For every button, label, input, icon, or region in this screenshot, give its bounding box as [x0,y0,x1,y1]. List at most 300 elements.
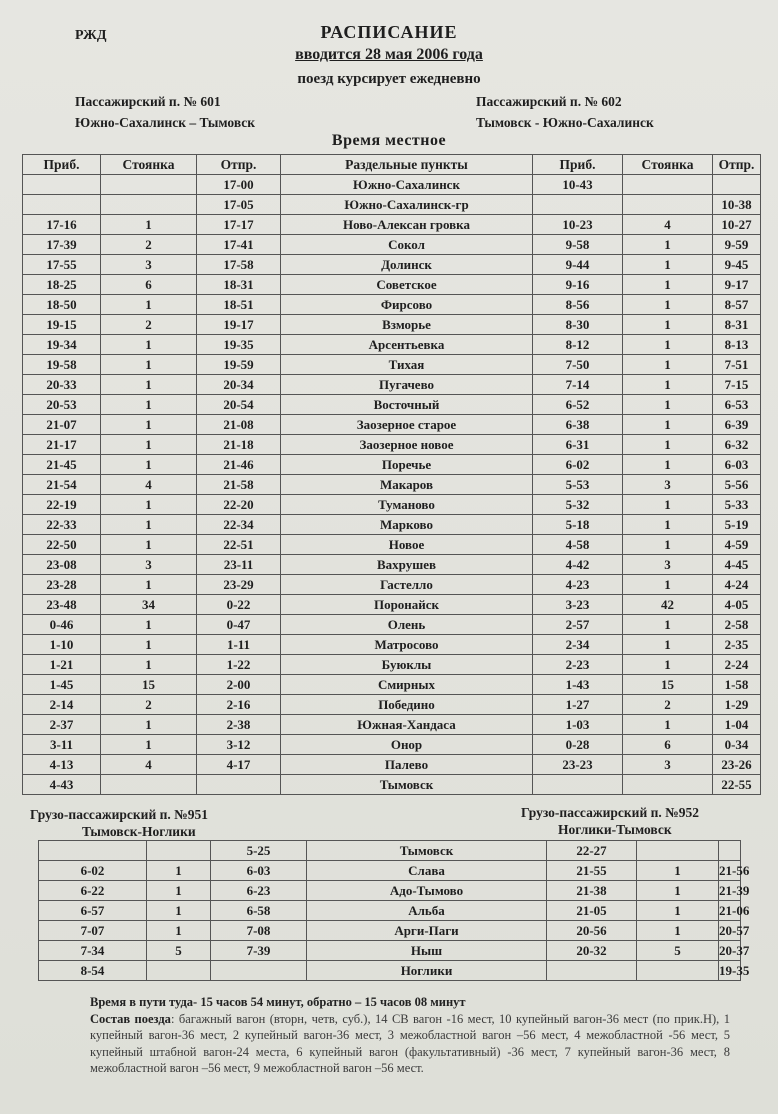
composition-label: Состав поезда [90,1011,171,1026]
time-cell [623,775,713,795]
time-cell: 4-05 [713,595,761,615]
time-cell [23,175,101,195]
time-cell: 1 [101,215,197,235]
time-cell: 6-03 [211,861,307,881]
table-row [23,295,761,315]
table-row [23,215,761,235]
time-cell: 18-50 [23,295,101,315]
time-cell [147,961,211,981]
time-cell: 1 [101,355,197,375]
time-cell: 23-48 [23,595,101,615]
time-cell: 17-58 [197,255,281,275]
time-cell: 5-25 [211,841,307,861]
table-row [23,755,761,775]
time-cell: 23-23 [533,755,623,775]
table-row [23,375,761,395]
time-cell: 9-59 [713,235,761,255]
time-cell: 21-18 [197,435,281,455]
time-cell [23,195,101,215]
station-cell: Адо-Тымово [307,881,547,901]
time-cell: 18-51 [197,295,281,315]
time-cell: 9-16 [533,275,623,295]
station-cell: Фирсово [281,295,533,315]
station-cell: Долинск [281,255,533,275]
time-cell: 1 [623,335,713,355]
table-row [23,575,761,595]
time-cell: 1 [623,615,713,635]
time-cell: 4-58 [533,535,623,555]
time-cell: 20-53 [23,395,101,415]
time-cell: 10-23 [533,215,623,235]
table-row [23,555,761,575]
time-cell: 17-05 [197,195,281,215]
time-cell: 10-38 [713,195,761,215]
time-cell: 1 [101,735,197,755]
time-cell: 0-47 [197,615,281,635]
table-row [23,255,761,275]
time-cell: 34 [101,595,197,615]
table-row [23,635,761,655]
time-cell: 6-52 [533,395,623,415]
time-cell: 7-39 [211,941,307,961]
time-cell [719,841,741,861]
time-cell: 1 [623,715,713,735]
time-cell: 2-00 [197,675,281,695]
time-note: Время местное [331,132,447,149]
column-header: Отпр. [713,155,761,175]
time-cell: 1 [101,455,197,475]
time-cell: 6-32 [713,435,761,455]
time-cell [713,175,761,195]
time-cell: 1 [147,901,211,921]
time-cell: 2-38 [197,715,281,735]
freight-table-row [39,961,741,981]
time-cell: 6-02 [533,455,623,475]
time-cell: 21-54 [23,475,101,495]
time-cell [101,195,197,215]
time-cell: 7-50 [533,355,623,375]
time-cell: 4-13 [23,755,101,775]
freight-table-row [39,861,741,881]
time-cell: 1 [623,515,713,535]
time-cell: 5-33 [713,495,761,515]
time-cell: 9-44 [533,255,623,275]
time-cell: 22-33 [23,515,101,535]
freight-table-row [39,881,741,901]
station-cell: Поронайск [281,595,533,615]
station-cell: Южно-Сахалинск-гр [281,195,533,215]
time-cell: 23-29 [197,575,281,595]
time-cell: 7-08 [211,921,307,941]
effective-date: вводится 28 мая 2006 года [295,46,483,63]
station-cell: Альба [307,901,547,921]
station-cell: Сокол [281,235,533,255]
station-cell: Заозерное новое [281,435,533,455]
time-cell: 3 [623,555,713,575]
station-cell: Пугачево [281,375,533,395]
table-row [23,275,761,295]
station-cell: Заозерное старое [281,415,533,435]
time-cell: 20-54 [197,395,281,415]
station-cell: Восточный [281,395,533,415]
time-cell: 8-57 [713,295,761,315]
time-cell: 1 [101,435,197,455]
time-cell: 1 [101,495,197,515]
time-cell: 10-27 [713,215,761,235]
time-cell: 21-45 [23,455,101,475]
station-cell: Южно-Сахалинск [281,175,533,195]
travel-time: Время в пути туда- 15 часов 54 минут, обратно – 15 часов 08 минут [90,995,466,1009]
time-cell: 1 [623,415,713,435]
time-cell: 20-33 [23,375,101,395]
time-cell: 20-57 [719,921,741,941]
station-cell: Ново-Алексан гровка [281,215,533,235]
time-cell [197,775,281,795]
time-cell: 22-27 [547,841,637,861]
time-cell: 9-58 [533,235,623,255]
time-cell: 23-28 [23,575,101,595]
table-row [23,735,761,755]
station-cell: Тихая [281,355,533,375]
time-cell: 2-34 [533,635,623,655]
station-cell: Ноглики [307,961,547,981]
freight-left-train: Грузо-пассажирский п. №951 [30,807,208,822]
time-cell: 17-16 [23,215,101,235]
time-cell: 3 [101,555,197,575]
station-cell: Палево [281,755,533,775]
table-row [23,435,761,455]
page-title: РАСПИСАНИЕ [320,22,458,42]
time-cell: 19-59 [197,355,281,375]
time-cell: 8-56 [533,295,623,315]
time-cell: 1 [623,355,713,375]
time-cell: 1 [623,535,713,555]
time-cell: 0-46 [23,615,101,635]
time-cell: 2-58 [713,615,761,635]
time-cell: 17-55 [23,255,101,275]
time-cell: 19-35 [719,961,741,981]
time-cell: 1 [101,655,197,675]
left-train-route: Южно-Сахалинск – Тымовск [75,115,256,130]
time-cell: 17-41 [197,235,281,255]
table-row [23,235,761,255]
time-cell: 0-28 [533,735,623,755]
time-cell: 17-17 [197,215,281,235]
time-cell: 22-19 [23,495,101,515]
time-cell: 22-50 [23,535,101,555]
time-cell: 9-17 [713,275,761,295]
time-cell [211,961,307,981]
time-cell: 23-11 [197,555,281,575]
time-cell: 9-45 [713,255,761,275]
station-cell: Макаров [281,475,533,495]
time-cell: 0-34 [713,735,761,755]
station-cell: Матросово [281,635,533,655]
freight-table-row [39,901,741,921]
time-cell: 3-23 [533,595,623,615]
time-cell: 17-00 [197,175,281,195]
time-cell: 7-34 [39,941,147,961]
time-cell: 1 [623,435,713,455]
passenger-timetable [22,154,761,795]
time-cell: 3-12 [197,735,281,755]
time-cell: 4-59 [713,535,761,555]
freight-timetable [38,840,750,981]
time-cell: 2-57 [533,615,623,635]
time-cell: 1-03 [533,715,623,735]
time-cell: 1 [623,375,713,395]
time-cell: 6-03 [713,455,761,475]
time-cell: 23-26 [713,755,761,775]
table-row [23,355,761,375]
time-cell: 4 [101,475,197,495]
time-cell [637,841,719,861]
time-cell: 4-43 [23,775,101,795]
time-cell: 1 [623,655,713,675]
time-cell: 2-16 [197,695,281,715]
station-cell: Арсентьевка [281,335,533,355]
time-cell: 4-23 [533,575,623,595]
time-cell: 7-14 [533,375,623,395]
column-header: Раздельные пункты [281,155,533,175]
time-cell: 8-13 [713,335,761,355]
time-cell: 21-56 [719,861,741,881]
table-row [23,655,761,675]
station-cell: Арги-Паги [307,921,547,941]
station-cell: Тымовск [307,841,547,861]
time-cell: 1 [623,575,713,595]
footer-notes [90,994,730,1077]
station-cell: Олень [281,615,533,635]
table-row [23,455,761,475]
table-row [23,515,761,535]
time-cell: 8-30 [533,315,623,335]
time-cell: 21-46 [197,455,281,475]
table-row [23,695,761,715]
time-cell: 21-06 [719,901,741,921]
column-header: Приб. [23,155,101,175]
station-cell: Туманово [281,495,533,515]
station-cell: Новое [281,535,533,555]
station-cell: Гастелло [281,575,533,595]
time-cell: 6-23 [211,881,307,901]
composition-text: : багажный вагон (вторн, четв, суб.), 14 СВ вагон -16 мест, 10 купейный вагон-36 мест (по прик.Н), 1 купейный вагон-36 мест, 2 купейный вагон-36 мест, 3 межобластной вагон –56 мест, 4 межобластной -56 мест, 5 купейный штабной вагон-24 места, 6 купейный вагон (факультативный) -36 мест, 7 купейный вагон-36 мест, 8 межобластной вагон –56 мест, 9 межобластной вагон –56 мест. [90,1011,730,1075]
freight-table-row [39,921,741,941]
time-cell: 17-39 [23,235,101,255]
time-cell: 10-43 [533,175,623,195]
time-cell [101,175,197,195]
time-cell: 21-08 [197,415,281,435]
time-cell: 6-58 [211,901,307,921]
column-header: Приб. [533,155,623,175]
time-cell: 1 [637,901,719,921]
time-cell: 2-14 [23,695,101,715]
station-cell: Советское [281,275,533,295]
time-cell: 1-43 [533,675,623,695]
time-cell: 7-51 [713,355,761,375]
time-cell: 1 [637,881,719,901]
time-cell: 1-45 [23,675,101,695]
time-cell [147,841,211,861]
time-cell: 19-58 [23,355,101,375]
table-row [23,535,761,555]
column-header: Стоянка [623,155,713,175]
time-cell: 1 [101,615,197,635]
time-cell: 21-07 [23,415,101,435]
train-composition [90,1011,730,1077]
time-cell: 4-24 [713,575,761,595]
time-cell: 4 [101,755,197,775]
time-cell: 2 [101,235,197,255]
time-cell: 6-39 [713,415,761,435]
time-cell: 2-35 [713,635,761,655]
table-row [23,675,761,695]
time-cell: 3 [623,755,713,775]
time-cell: 6 [623,735,713,755]
freight-left-route: Тымовск-Ноглики [82,824,196,839]
table-row [23,715,761,735]
time-cell: 1 [623,295,713,315]
time-cell [623,175,713,195]
time-cell: 20-56 [547,921,637,941]
time-cell: 1 [623,455,713,475]
time-cell: 3 [623,475,713,495]
time-cell [637,961,719,981]
time-cell: 1-21 [23,655,101,675]
time-cell [533,195,623,215]
time-cell: 3 [101,255,197,275]
table-row [23,195,761,215]
time-cell: 2 [101,315,197,335]
time-cell: 21-05 [547,901,637,921]
table-row [23,775,761,795]
time-cell: 19-35 [197,335,281,355]
time-cell: 6-57 [39,901,147,921]
org-name: РЖД [75,28,107,43]
time-cell: 1 [147,861,211,881]
time-cell: 22-20 [197,495,281,515]
station-cell: Победино [281,695,533,715]
time-cell: 8-54 [39,961,147,981]
time-cell: 21-38 [547,881,637,901]
time-cell: 1 [623,315,713,335]
time-cell: 1-10 [23,635,101,655]
time-cell: 1 [623,395,713,415]
time-cell: 18-31 [197,275,281,295]
time-cell [101,775,197,795]
time-cell: 1 [637,861,719,881]
time-cell [547,961,637,981]
time-cell: 15 [101,675,197,695]
time-cell: 7-07 [39,921,147,941]
time-cell: 18-25 [23,275,101,295]
time-cell: 42 [623,595,713,615]
time-cell: 1 [101,575,197,595]
station-cell: Взморье [281,315,533,335]
column-header: Стоянка [101,155,197,175]
station-cell: Южная-Хандаса [281,715,533,735]
time-cell: 1 [637,921,719,941]
table-row [23,595,761,615]
time-cell: 1-22 [197,655,281,675]
right-train-route: Тымовск - Южно-Сахалинск [476,115,654,130]
time-cell: 6-38 [533,415,623,435]
right-train-number: Пассажирский п. № 602 [476,94,622,109]
time-cell: 1 [101,535,197,555]
time-cell: 1 [101,515,197,535]
table-header-row [23,155,761,175]
time-cell: 5-53 [533,475,623,495]
time-cell: 1 [623,275,713,295]
time-cell: 5 [637,941,719,961]
table-row [23,615,761,635]
time-cell: 1 [147,921,211,941]
time-cell: 1 [101,335,197,355]
time-cell: 8-12 [533,335,623,355]
time-cell [533,775,623,795]
time-cell: 20-32 [547,941,637,961]
time-cell: 1-27 [533,695,623,715]
time-cell: 20-37 [719,941,741,961]
freight-right-train: Грузо-пассажирский п. №952 [521,805,699,820]
table-row [23,495,761,515]
time-cell: 22-51 [197,535,281,555]
time-cell [623,195,713,215]
time-cell: 1 [101,715,197,735]
time-cell: 7-15 [713,375,761,395]
time-cell: 4-42 [533,555,623,575]
time-cell: 19-17 [197,315,281,335]
frequency-note: поезд курсирует ежедневно [297,71,481,87]
time-cell: 5 [147,941,211,961]
time-cell: 1 [101,375,197,395]
time-cell: 1 [623,495,713,515]
time-cell: 6-53 [713,395,761,415]
freight-table-row [39,941,741,961]
time-cell: 1-29 [713,695,761,715]
time-cell: 1 [101,295,197,315]
time-cell: 2 [101,695,197,715]
time-cell: 20-34 [197,375,281,395]
time-cell: 23-08 [23,555,101,575]
time-cell: 1 [101,415,197,435]
time-cell: 6-02 [39,861,147,881]
time-cell: 5-19 [713,515,761,535]
column-header: Отпр. [197,155,281,175]
time-cell: 5-32 [533,495,623,515]
time-cell [39,841,147,861]
time-cell: 8-31 [713,315,761,335]
time-cell: 0-22 [197,595,281,615]
table-row [23,335,761,355]
time-cell: 6-22 [39,881,147,901]
time-cell: 1 [147,881,211,901]
time-cell: 4-45 [713,555,761,575]
table-row [23,315,761,335]
time-cell: 21-39 [719,881,741,901]
time-cell: 5-56 [713,475,761,495]
table-row [23,415,761,435]
time-cell: 1 [623,255,713,275]
station-cell: Слава [307,861,547,881]
station-cell: Онор [281,735,533,755]
time-cell: 19-34 [23,335,101,355]
freight-right-route: Ноглики-Тымовск [558,822,672,837]
table-row [23,395,761,415]
time-cell: 2-37 [23,715,101,735]
time-cell: 21-17 [23,435,101,455]
table-row [23,175,761,195]
